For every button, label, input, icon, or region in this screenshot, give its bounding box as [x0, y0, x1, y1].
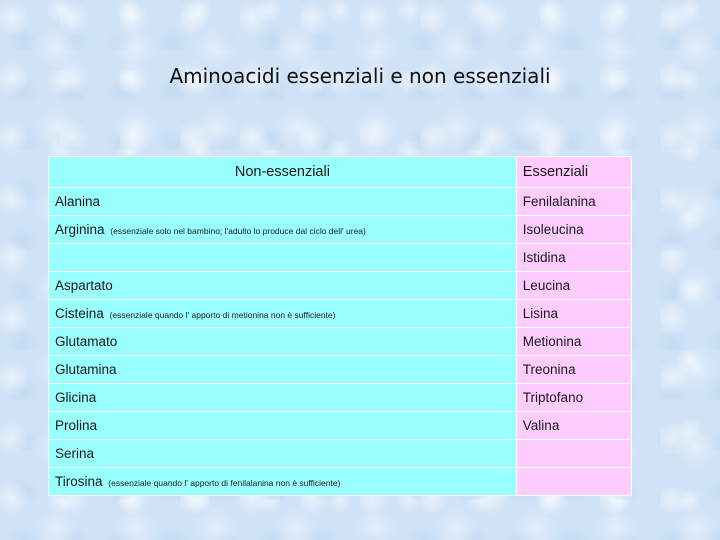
- non-essential-name: Cisteina: [55, 306, 104, 321]
- non-essential-cell: [49, 272, 517, 300]
- non-essential-name: Aspartato: [55, 278, 113, 293]
- non-essential-name: Glutamina: [55, 362, 117, 377]
- table-row: [49, 216, 632, 244]
- essential-cell: Isoleucina: [516, 216, 631, 244]
- non-essential-name: Alanina: [55, 194, 101, 209]
- non-essential-cell: [49, 412, 517, 440]
- essential-cell: Valina: [516, 412, 631, 440]
- non-essential-cell: [49, 188, 517, 216]
- non-essential-cell: [49, 356, 517, 384]
- table-row: [49, 468, 632, 496]
- table-row: [49, 272, 632, 300]
- table-row: [49, 300, 632, 328]
- essential-cell: Leucina: [516, 272, 631, 300]
- essential-cell: [516, 468, 631, 496]
- non-essential-cell: [49, 468, 517, 496]
- header-non-essential: Non-essenziali: [49, 157, 517, 188]
- table-row: [49, 328, 632, 356]
- amino-acid-table: [48, 156, 632, 496]
- essential-cell: [516, 440, 631, 468]
- non-essential-cell: [49, 216, 517, 244]
- non-essential-cell: [49, 244, 517, 272]
- table-row: [49, 412, 632, 440]
- essential-cell: Treonina: [516, 356, 631, 384]
- essential-cell: Istidina: [516, 244, 631, 272]
- essential-condition-note: (essenziale quando l' apporto di fenilalanina non è sufficiente): [108, 478, 341, 488]
- non-essential-name: Glicina: [55, 390, 97, 405]
- essential-condition-note: (essenziale solo nel bambino; l'adulto lo produce dal ciclo dell' urea): [110, 226, 366, 236]
- non-essential-name: Prolina: [55, 418, 98, 433]
- essential-cell: Fenilalanina: [516, 188, 631, 216]
- non-essential-name: Serina: [55, 446, 95, 461]
- non-essential-cell: [49, 440, 517, 468]
- essential-condition-note: (essenziale quando l' apporto di metionina non è sufficiente): [109, 310, 336, 320]
- header-essential: Essenziali: [516, 157, 631, 188]
- non-essential-cell: [49, 384, 517, 412]
- non-essential-name: Glutamato: [55, 334, 118, 349]
- non-essential-cell: [49, 328, 517, 356]
- essential-cell: Metionina: [516, 328, 631, 356]
- essential-cell: Triptofano: [516, 384, 631, 412]
- non-essential-name: Tirosina: [55, 474, 103, 489]
- table-row: [49, 244, 632, 272]
- table-row: [49, 356, 632, 384]
- non-essential-cell: [49, 300, 517, 328]
- page-title: Aminoacidi essenziali e non essenziali: [169, 64, 551, 88]
- table-row: [49, 440, 632, 468]
- table-row: [49, 188, 632, 216]
- non-essential-name: Arginina: [55, 222, 105, 237]
- table-row: [49, 384, 632, 412]
- essential-cell: Lisina: [516, 300, 631, 328]
- table-header-row: [49, 157, 632, 188]
